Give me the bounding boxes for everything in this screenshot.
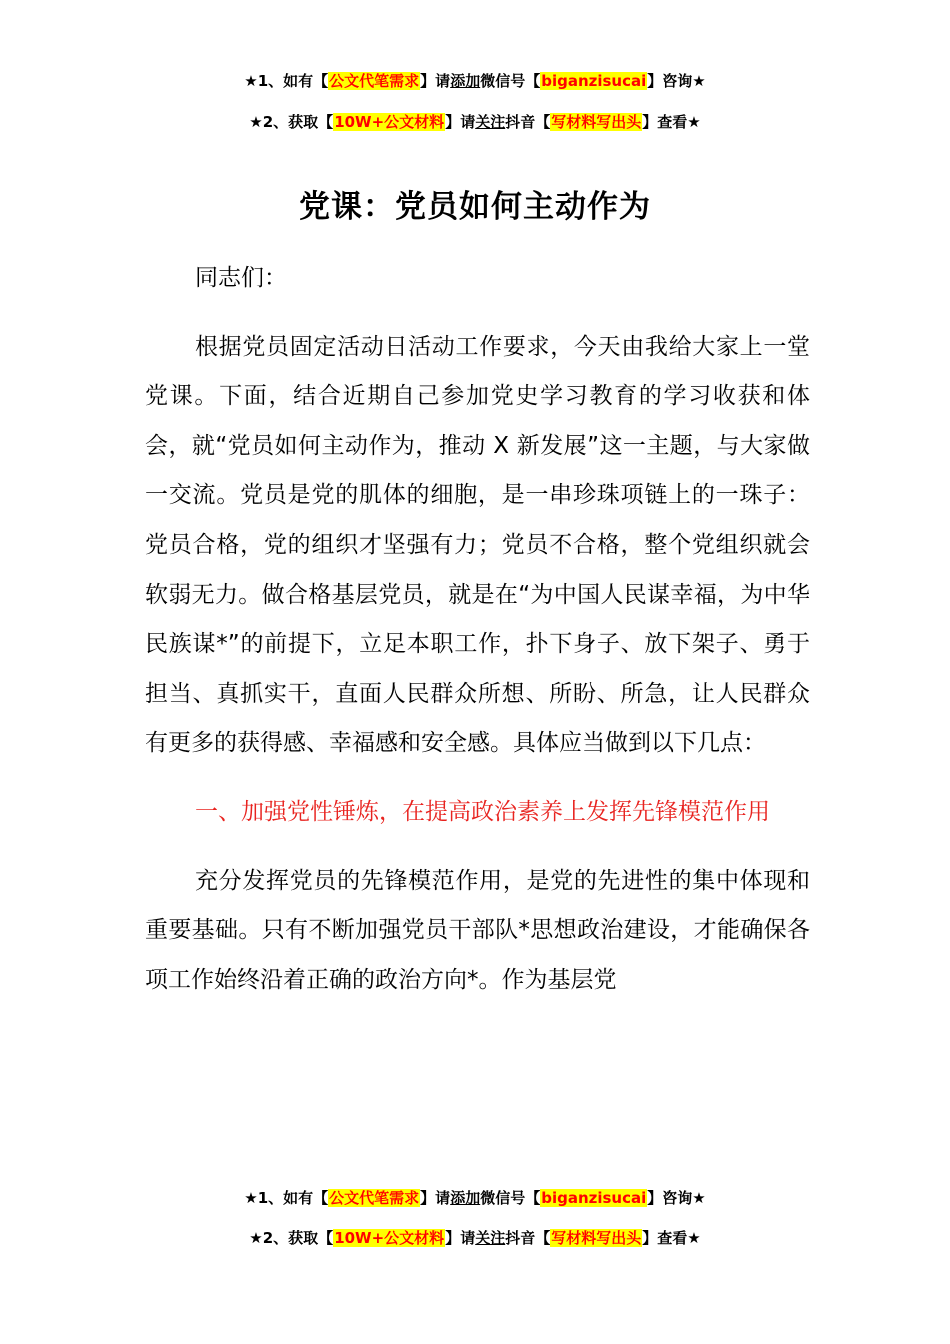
banner-highlight-douyin: 写材料写出头 xyxy=(551,113,642,131)
banner-text: 】咨询★ xyxy=(647,72,706,90)
banner-text: 】请 xyxy=(445,113,476,131)
paragraph-1: 根据党员固定活动日活动工作要求，今天由我给大家上一堂党课。下面，结合近期自己参加党史学习教育的学习收获和体会，就“党员如何主动作为，推动 X 新发展”这一主题，与大家做一交流。党员是党的肌体的细胞，是一串珍珠项链上的一珠子：党员合格，党的组织才坚强有力；党员不合格，整个党组织就会软弱无力。做合格基层党员，就是在“为中国人民谋幸福，为中华民族谋*”的前提下，立足本职工作，扑下身子、放下架子、勇于担当、真抓实干，直面人民群众所想、所盼、所急，让人民群众有更多的获得感、幸福感和安全感。具体应当做到以下几点： xyxy=(145,333,810,757)
salutation: 同志们： xyxy=(195,265,287,291)
banner-text: 】请 xyxy=(445,1229,476,1247)
banner-link-add[interactable]: 添加 xyxy=(450,72,481,90)
banner-text: 抖音【 xyxy=(505,113,551,131)
banner-highlight-materials: 10W+公文材料 xyxy=(334,113,445,131)
banner-link-follow[interactable]: 关注 xyxy=(475,113,506,131)
section-heading-1: 一、加强党性锤炼，在提高政治素养上发挥先锋模范作用 xyxy=(195,798,770,825)
banner-text: ★1、如有【 xyxy=(244,1189,329,1207)
top-banner-line-1 xyxy=(0,69,950,93)
banner-text: 微信号【 xyxy=(480,72,541,90)
banner-text: ★2、获取【 xyxy=(249,113,334,131)
paragraph-2: 充分发挥党员的先锋模范作用，是党的先进性的集中体现和重要基础。只有不断加强党员干部队*思想政治建设，才能确保各项工作始终沿着正确的政治方向*。作为基层党 xyxy=(145,867,810,993)
banner-text: 】请 xyxy=(420,72,451,90)
banner-text: 】咨询★ xyxy=(647,1189,706,1207)
banner-highlight-douyin: 写材料写出头 xyxy=(551,1229,642,1247)
document-title: 党课：党员如何主动作为 xyxy=(299,189,651,225)
banner-highlight-materials: 10W+公文材料 xyxy=(334,1229,445,1247)
banner-link-follow[interactable]: 关注 xyxy=(475,1229,506,1247)
bottom-banner-line-2 xyxy=(0,1226,950,1250)
banner-highlight-wechat-id: biganzisucai xyxy=(541,72,647,90)
banner-highlight-wechat-id: biganzisucai xyxy=(541,1189,647,1207)
banner-highlight-service: 公文代笔需求 xyxy=(329,72,420,90)
banner-text: 微信号【 xyxy=(480,1189,541,1207)
banner-text: 抖音【 xyxy=(505,1229,551,1247)
bottom-banner-line-1 xyxy=(0,1186,950,1210)
document-body xyxy=(145,254,810,1005)
banner-text: ★1、如有【 xyxy=(244,72,329,90)
banner-text: 】请 xyxy=(420,1189,451,1207)
banner-text: 】查看★ xyxy=(642,113,701,131)
top-banner-line-2 xyxy=(0,110,950,134)
banner-link-add[interactable]: 添加 xyxy=(450,1189,481,1207)
banner-text: ★2、获取【 xyxy=(249,1229,334,1247)
banner-text: 】查看★ xyxy=(642,1229,701,1247)
banner-highlight-service: 公文代笔需求 xyxy=(329,1189,420,1207)
